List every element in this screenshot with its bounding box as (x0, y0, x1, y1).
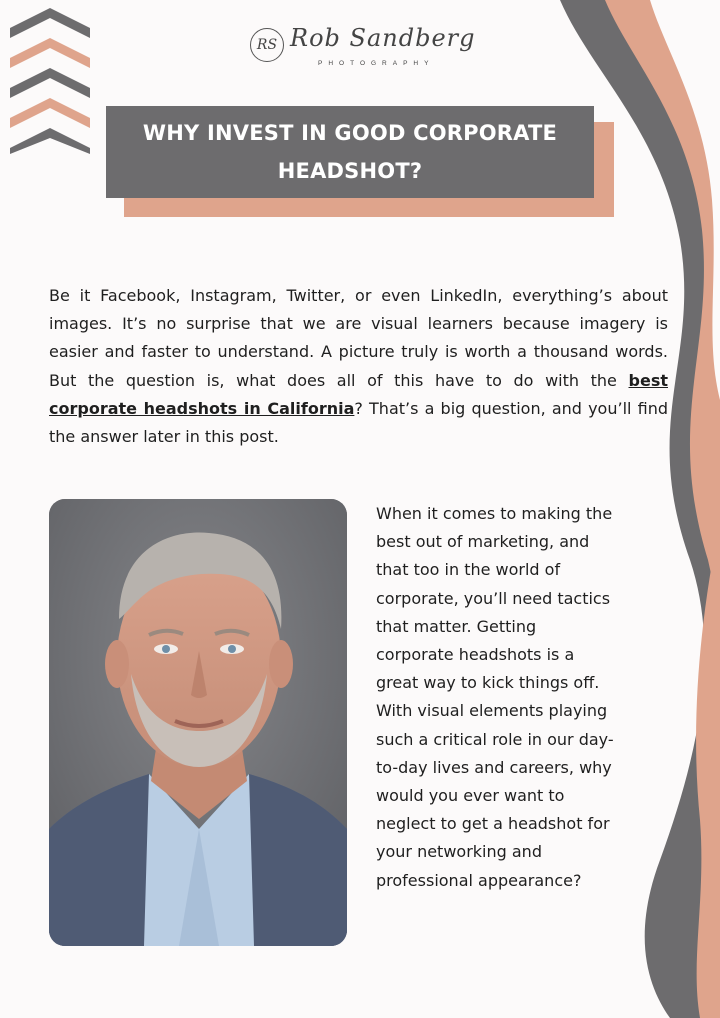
title-banner (106, 106, 594, 198)
intro-paragraph (49, 282, 668, 451)
portrait-photo (49, 499, 347, 946)
page-title: WHY INVEST IN GOOD CORPORATE HEADSHOT? (142, 121, 558, 183)
chevron-icon (10, 98, 90, 128)
intro-text-start: Be it Facebook, Instagram, Twitter, or even LinkedIn, everything’s about images. It’s no surprise that we are visual learners because imagery is easier and faster to understand. A picture truly is worth a thousand words. But the question is, what does all of this have to do with the (49, 286, 668, 390)
logo-name: Rob Sandberg (290, 24, 476, 52)
portrait-illustration (49, 499, 347, 946)
chevron-icon (10, 8, 90, 38)
side-paragraph: When it comes to making the best out of marketing, and that too in the world of corporate, you’ll need tactics that matter. Getting corporate headshots is a great way to kick things off. With visual elements playing such a critical role in our day-to-day lives and careers, why would you ever want to neglect to get a headshot for your networking and professional appearance? (376, 504, 614, 890)
logo-monogram: RS (250, 28, 284, 62)
brand-logo (250, 24, 476, 72)
chevron-icon (10, 38, 90, 68)
chevron-icon (10, 128, 90, 154)
headshots-link[interactable]: best corporate headshots in California (49, 370, 668, 418)
chevron-icon (10, 68, 90, 98)
intro-text-end: ? That’s a big question, and you’ll find the answer later in this post. (49, 398, 668, 447)
logo-tagline: PHOTOGRAPHY (318, 60, 435, 67)
chevron-decoration (8, 6, 92, 154)
